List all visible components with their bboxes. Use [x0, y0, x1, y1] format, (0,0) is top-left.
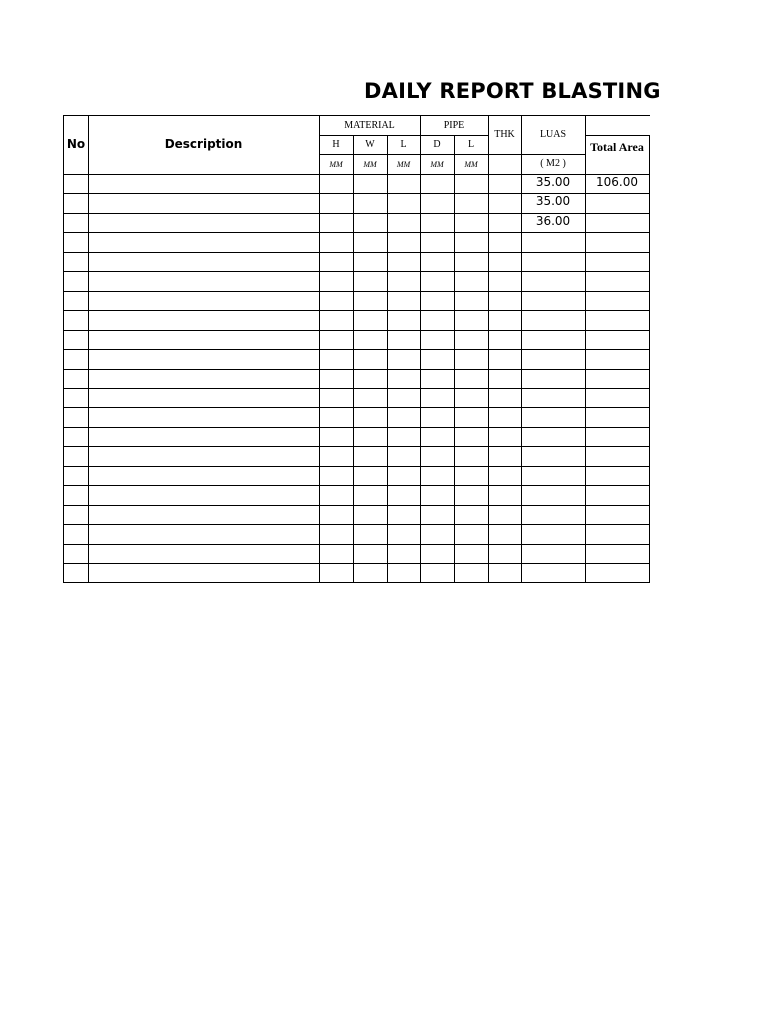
header-h: H [332, 139, 340, 150]
row-line [63, 291, 650, 292]
row-line [63, 582, 650, 583]
luas-cell: 35.00 [535, 194, 571, 208]
row-line [63, 349, 650, 350]
unit-mm: MM [329, 160, 343, 169]
grid-line [319, 154, 489, 155]
header-l-material: L [400, 139, 407, 150]
row-line [63, 271, 650, 272]
header-description: Description [164, 137, 243, 151]
grid-line [420, 115, 421, 583]
table-top-border [63, 115, 650, 116]
row-line [63, 252, 650, 253]
row-line [63, 466, 650, 467]
row-line [63, 407, 650, 408]
table-right-border [649, 135, 650, 583]
row-line [63, 310, 650, 311]
row-line [63, 544, 650, 545]
grid-line [387, 135, 388, 583]
header-no: No [66, 137, 86, 151]
table-left-border [63, 115, 64, 583]
unit-m2: ( M2 ) [540, 158, 566, 169]
total-area-cell: 106.00 [596, 175, 638, 189]
grid-line [585, 135, 650, 136]
row-line [63, 524, 650, 525]
luas-cell: 36.00 [535, 214, 571, 228]
row-line [63, 427, 650, 428]
row-line [63, 485, 650, 486]
header-thk: THK [494, 129, 515, 140]
row-line [63, 330, 650, 331]
grid-line [88, 115, 89, 583]
grid-line [319, 135, 489, 136]
unit-mm: MM [464, 160, 478, 169]
unit-mm: MM [396, 160, 411, 169]
grid-line [488, 115, 489, 583]
header-d: D [433, 139, 441, 150]
grid-line [488, 154, 586, 155]
header-pipe: PIPE [443, 120, 465, 131]
row-line [63, 388, 650, 389]
header-luas: LUAS [539, 129, 567, 140]
unit-mm: MM [363, 160, 377, 169]
header-w: W [365, 139, 375, 150]
page-title: DAILY REPORT BLASTING [364, 79, 661, 103]
row-line [63, 505, 650, 506]
unit-mm: MM [430, 160, 444, 169]
grid-line [353, 135, 354, 583]
row-line [63, 446, 650, 447]
row-line [63, 232, 650, 233]
row-line [63, 369, 650, 370]
grid-line [454, 135, 455, 583]
header-l-pipe: L [467, 139, 475, 150]
luas-cell: 35.00 [535, 175, 571, 189]
header-total-area: Total Area [590, 140, 644, 154]
header-material: MATERIAL [344, 120, 395, 131]
grid-line [319, 115, 320, 583]
row-line [63, 563, 650, 564]
